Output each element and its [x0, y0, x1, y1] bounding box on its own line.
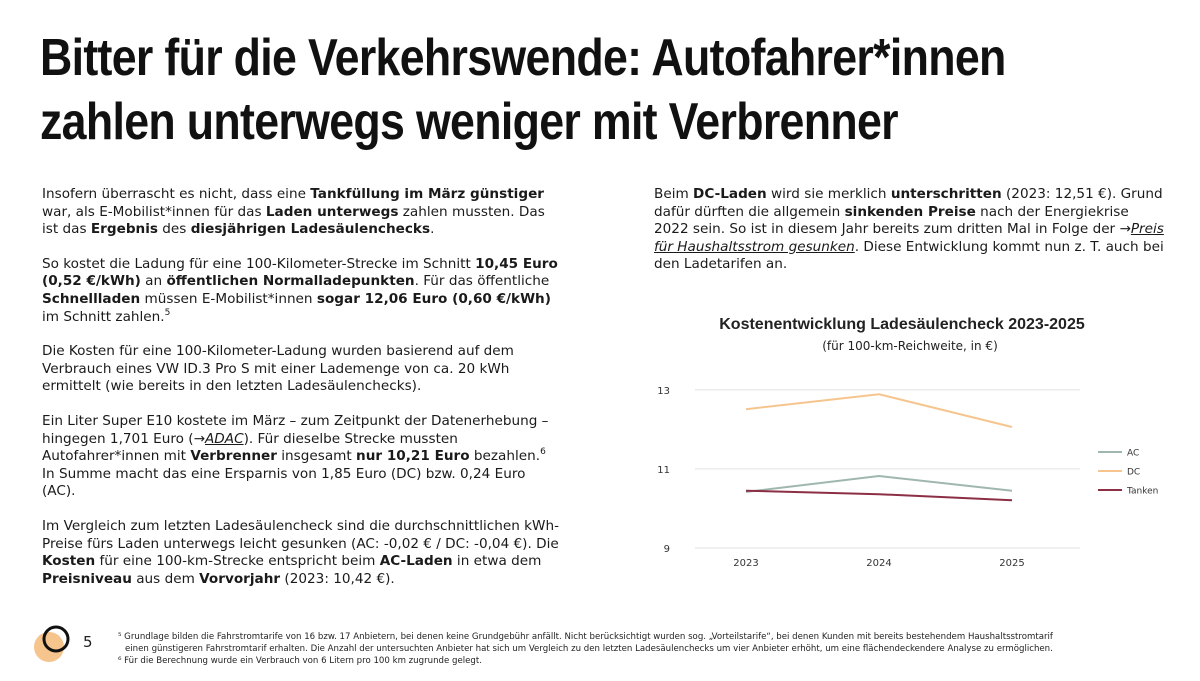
text-run: . Diese Entwicklung kommt nun z. T. auch bei den Ladetarifen an.: [654, 238, 1164, 273]
footnote-ref: 6: [540, 447, 546, 458]
text-run: .: [430, 221, 435, 238]
text-run: nach der Energiekrise 2022 sein. So ist in diesem Jahr bereits zum dritten Mal in Folge der →: [654, 203, 1131, 238]
y-tick-label: 13: [657, 385, 670, 397]
paragraph-vergleich: [42, 518, 562, 588]
text-run: Beim: [654, 186, 694, 202]
x-tick-label: 2024: [866, 558, 892, 569]
text-run: in etwa dem: [452, 553, 542, 570]
bold-text: öffentlichen Normalladepunkten: [166, 273, 415, 290]
logo-icon: [32, 620, 76, 664]
text-run: (2023: 10,42 €).: [280, 570, 395, 587]
paragraph-berechnung: [42, 343, 562, 396]
y-tick-label: 9: [663, 544, 670, 555]
text-run: In Summe macht das eine Ersparnis von 1,85 Euro (DC) bzw. 0,24 Euro (AC).: [42, 465, 526, 500]
page-title-line-1: Bitter für die Verkehrswende: Autofahrer*innen: [40, 29, 1006, 87]
y-tick-label: 11: [657, 464, 670, 476]
paragraph-tankfuellung: [42, 186, 562, 239]
bold-text: nur 10,21 Euro: [356, 448, 470, 465]
text-run: müssen E-Mobilist*innen: [140, 290, 317, 307]
text-run: Ein Liter Super E10 kostete im März – zum Zeitpunkt der Datenerhebung – hingegen 1,701 Euro (→: [42, 412, 549, 447]
text-run: So kostet die Ladung für eine 100-Kilometer-Strecke im Schnitt: [42, 255, 476, 272]
legend-label-ac: AC: [1127, 448, 1140, 459]
bold-text: sogar 12,06 Euro (0,60 €/kWh): [316, 290, 551, 307]
chart-title: Kostenentwicklung Ladesäulencheck 2023-2025: [719, 316, 1085, 333]
text-run: des: [157, 221, 191, 238]
bold-text: Verbrenner: [190, 448, 277, 465]
series-line-dc: [746, 394, 1012, 427]
paragraph-verbrenner: [42, 413, 562, 501]
page-title: [40, 26, 1012, 154]
footnote-ref: 5: [164, 307, 171, 318]
x-tick-label: 2025: [999, 558, 1025, 569]
paragraph-dc-laden: [654, 186, 1166, 274]
bold-text: Tankfüllung im März günstiger: [310, 186, 545, 202]
footnote-5: ⁵ Grundlage bilden die Fahrstromtarife von 16 bzw. 17 Anbietern, bei denen keine Grundgebühr anfällt. Nicht berücksichtigt wurden sog. „Vorteilstarife“, bei denen Kunden mit bereits bestehendem Haushaltsstromtarif: [118, 632, 1053, 642]
right-text-column: [654, 186, 1166, 291]
legend-label-tanken: Tanken: [1127, 486, 1159, 497]
cost-line-chart: [640, 305, 1160, 575]
text-link[interactable]: ADAC: [205, 430, 244, 447]
page-title-line-2: zahlen unterwegs weniger mit Verbrenner: [40, 93, 898, 151]
paragraph-ladekosten: [42, 256, 562, 326]
bold-text: 10,45 Euro (0,52 €/kWh): [42, 255, 558, 290]
bold-text: Schnellladen: [42, 290, 141, 307]
text-run: zahlen mussten. Das ist das: [42, 203, 545, 238]
text-run: ). Für dieselbe Strecke mussten Autofahrer*innen mit: [42, 430, 458, 465]
left-text-column: [42, 186, 562, 605]
series-line-tanken: [746, 491, 1012, 501]
bold-text: AC-Laden: [379, 553, 453, 570]
x-tick-label: 2023: [733, 558, 759, 569]
bold-text: Laden unterwegs: [265, 203, 399, 220]
footnote-6: ⁶ Für die Berechnung wurde ein Verbrauch von 6 Litern pro 100 km zugrunde gelegt.: [118, 655, 482, 666]
bold-text: Ergebnis: [90, 221, 158, 238]
text-run: insgesamt: [276, 448, 357, 465]
page-number: 5: [83, 633, 93, 651]
chart-subtitle: (für 100-km-Reichweite, in €): [822, 339, 998, 353]
legend-label-dc: DC: [1127, 467, 1141, 478]
series-line-ac: [746, 476, 1012, 492]
bold-text: diesjährigen Ladesäulenchecks: [190, 221, 431, 238]
bold-text: sinkenden Preise: [844, 203, 976, 220]
bold-text: Vorvorjahr: [199, 570, 281, 587]
text-run: (2023: 12,51 €). Grund dafür dürften die allgemein: [654, 186, 1163, 220]
footnote-5-continued: einen günstigeren Fahrstromtarif erhalten. Die Anzahl der untersuchten Anbieter hat sich um Vergleich zu den letzten Ladesäulenchecks um vier Anbieter erhöht, um eine flächendeckendere Analyse zu ermöglichen.: [125, 643, 1053, 654]
text-run: aus dem: [131, 570, 200, 587]
text-run: wird sie merklich: [766, 186, 891, 202]
bold-text: unterschritten: [890, 186, 1002, 202]
bold-text: Kosten: [42, 553, 96, 570]
text-run: für eine 100-km-Strecke entspricht beim: [95, 553, 380, 570]
text-run: Insofern überrascht es nicht, dass eine: [42, 186, 311, 202]
text-run: war, als E-Mobilist*innen für das: [42, 203, 266, 220]
text-run: Im Vergleich zum letzten Ladesäulencheck sind die durchschnittlichen kWh-Preise fürs Laden unterwegs leicht gesunken (AC: -0,02 € / DC: -0,04 €). Die: [42, 517, 559, 552]
text-run: Die Kosten für eine 100-Kilometer-Ladung wurden basierend auf dem Verbrauch eines VW ID.3 Pro S mit einer Lademenge von ca. 20 kWh ermittelt (wie bereits in den letzten Ladesäulenchecks).: [42, 343, 514, 395]
footnotes: [118, 632, 1188, 667]
text-link[interactable]: Preis für Haushaltsstrom gesunken: [654, 221, 1164, 255]
text-run: im Schnitt zahlen.: [42, 308, 165, 325]
text-run: bezahlen.: [469, 448, 541, 465]
bold-text: DC-Laden: [693, 186, 767, 202]
text-run: an: [140, 273, 167, 290]
text-run: . Für das öffentliche: [414, 273, 550, 290]
bold-text: Preisniveau: [42, 570, 132, 587]
